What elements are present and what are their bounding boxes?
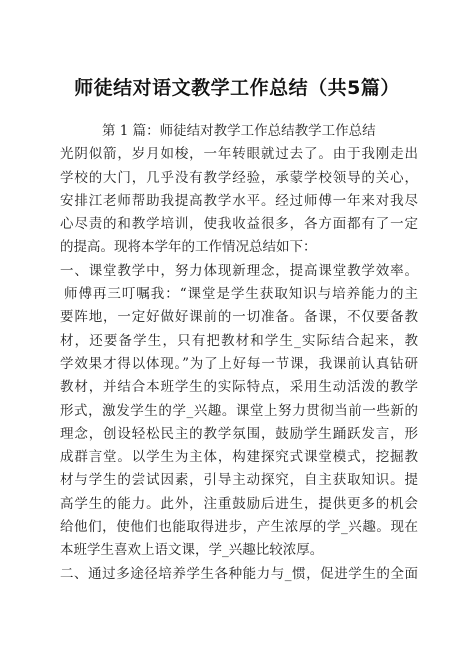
paragraph-line: 理念，创设轻松民主的教学氛围，鼓励学生踊跃发言，形 [60,425,418,442]
paragraph-line: 的提高。现将本学年的工作情况总结如下： [60,239,317,256]
document-title: 师徒结对语文教学工作总结（共5篇） [74,77,400,99]
paragraph-line: 高学生的能力。此外，注重鼓励后进生，提供更多的机会 [60,495,418,512]
section-heading: 第 1 篇：师徒结对教学工作总结教学工作总结 [102,123,376,139]
paragraph-line: 安排江老师帮助我提高教学水平。经过师傅一年来对我尽 [60,192,418,209]
paragraph-line: 材，还要备学生，只有把教材和学生_实际结合起来，教 [60,332,418,349]
paragraph-line: 师傅再三叮嘱我：“课堂是学生获取知识与培养能力的主 [64,286,418,303]
paragraph-line: 形式，激发学生的学_兴趣。课堂上努力贯彻当前一些新的 [60,402,418,419]
paragraph-line: 成群言堂。以学生为主体，构建探究式课堂模式，挖掘教 [60,449,418,466]
paragraph-line: 学效果才得以体现。”为了上好每一节课，我课前认真钻研 [60,355,418,372]
section-heading: 二、通过多途径培养学生各种能力与_惯，促进学生的全面 [60,565,418,582]
paragraph-line: 要阵地，一定好做好课前的一切准备。备课，不仅要备教 [60,309,418,326]
paragraph-line: 学校的大门，几乎没有教学经验，承蒙学校领导的关心， [60,169,418,186]
paragraph-line: 心尽责的和教学培训，使我收益很多，各方面都有了一定 [60,216,418,233]
document-body [60,120,418,586]
paragraph-line: 光阴似箭，岁月如梭，一年转眼就过去了。由于我刚走出 [60,146,418,163]
paragraph-line: 本班学生喜欢上语文课，学_兴趣比较浓厚。 [60,542,324,559]
paragraph-line: 教材，并结合本班学生的实际特点，采用生动活泼的教学 [60,379,418,396]
paragraph-line: 给他们，使他们也能取得进步，产生浓厚的学_兴趣。现在 [60,519,418,536]
paragraph-line: 材与学生的尝试因素，引导主动探究，自主获取知识。提 [60,472,418,489]
section-heading: 一、课堂教学中，努力体现新理念，提高课堂教学效率。 [60,262,418,279]
